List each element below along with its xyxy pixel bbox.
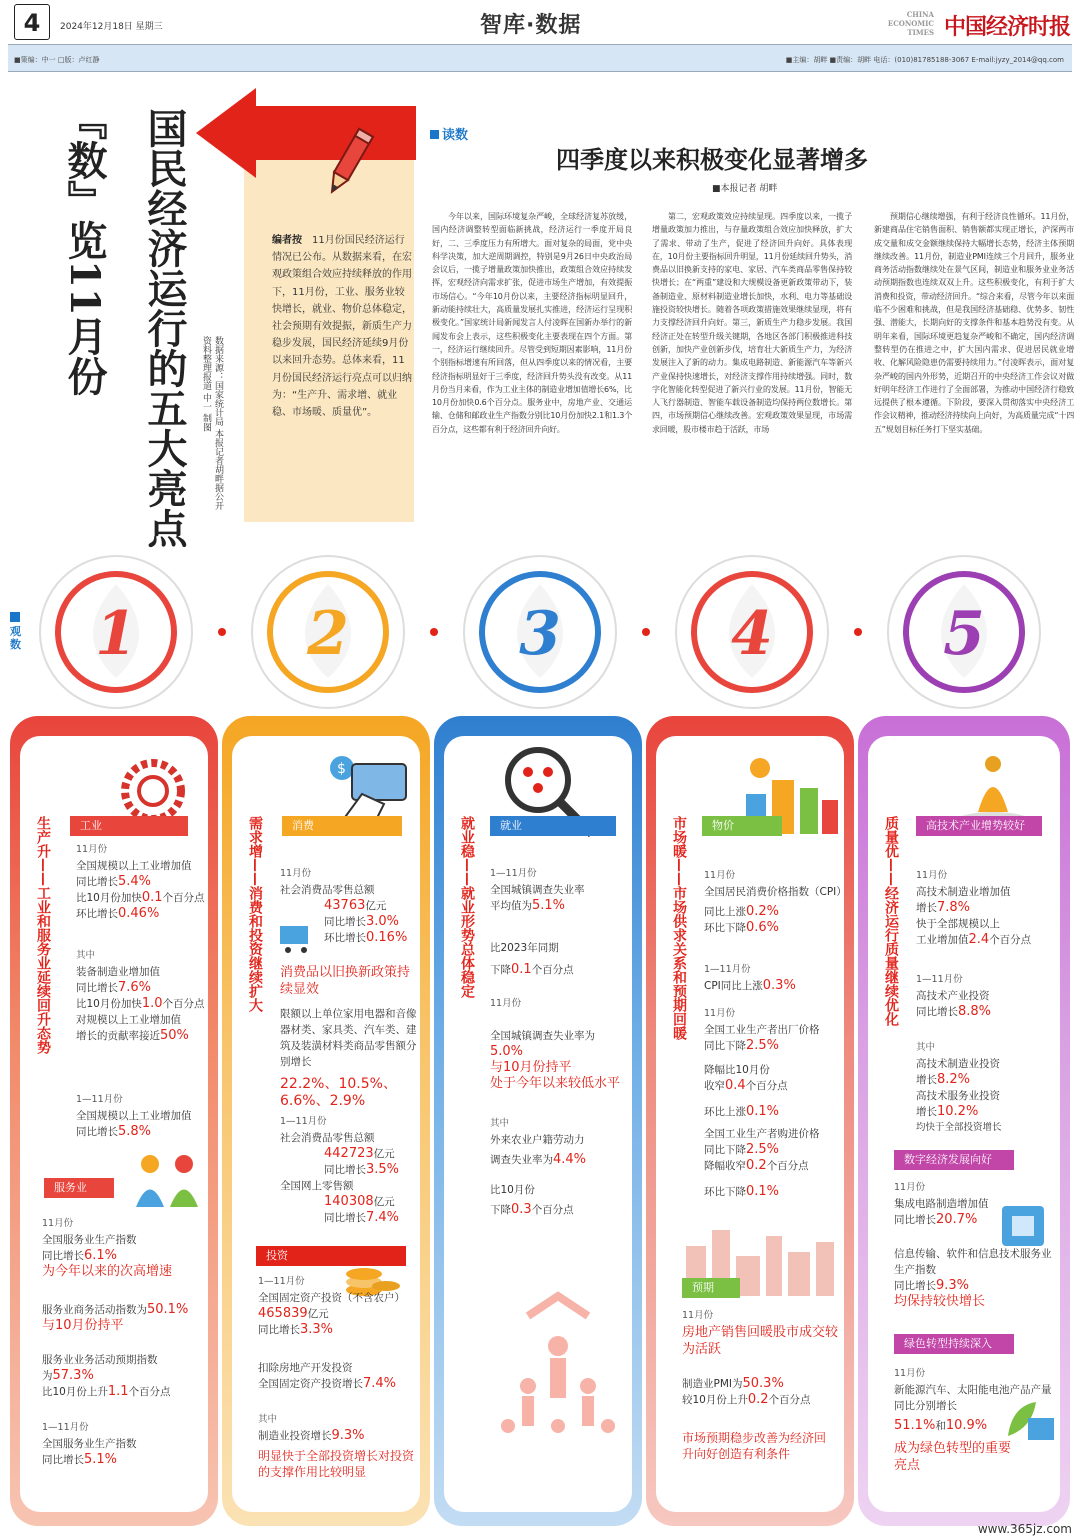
metric-value: 0.3% (762, 978, 796, 993)
highlight-text: 成为绿色转型的重要亮点 (894, 1441, 1012, 1473)
metric-text: 同比增长 (76, 1126, 118, 1138)
metric-value: 6.1% (84, 1248, 118, 1263)
metric-value: 57.3% (52, 1368, 94, 1383)
sub-heading: 其中 (490, 1118, 510, 1129)
metric-text: 环比增长 (76, 908, 118, 920)
connector-dot (218, 628, 226, 636)
metric-unit: 亿元 (373, 1148, 395, 1160)
metric-text: 服务业商务活动指数为 (42, 1304, 147, 1316)
metric-value: 7.8% (937, 900, 971, 915)
metric-value: 50.1% (147, 1302, 189, 1317)
circle-badge-5 (888, 556, 1040, 708)
metric-label: 快于全部规模以上 (916, 918, 1000, 930)
metric-text: 较10月份上升 (682, 1394, 748, 1406)
metric-text: 制造业PMI为 (682, 1378, 743, 1390)
panel-production (10, 716, 218, 1526)
metric-value: 5.4% (118, 874, 152, 889)
metric-label: 比10月份 (490, 1184, 535, 1196)
article-title: 四季度以来积极变化显著增多 (556, 145, 868, 174)
metric-text: 同比增长 (42, 1454, 84, 1466)
metric-label: 信息传输、软件和信息技术服务业生产指数 (894, 1248, 1052, 1276)
sub-heading: 其中 (258, 1414, 278, 1425)
metric-text: 收窄 (704, 1080, 725, 1092)
period: 1—11月份 (42, 1422, 89, 1433)
metric-text: 平均值为 (490, 900, 532, 912)
metric-value: 0.6% (746, 920, 780, 935)
metric-label: 降幅比10月份 (704, 1064, 770, 1076)
metric-label: 全国网上零售额 (280, 1180, 354, 1192)
panel-3-section-employment: 就业 (490, 816, 616, 836)
metric-text: 和 (935, 1420, 946, 1432)
article-column-1: 今年以来，国际环境复杂严峻，全球经济复苏放缓，国内经济调整转型面临新挑战，经济运行一季度开局良好，二、三季度压力有所增大。面对复杂的局面，党中央科学决策，加大逆周期调控，特别是9月26日中央政治局会议后，一揽子增量政策加快推出，政策组合效应持续发挥，宏观经济向需求扩张，促进市场生产增加，有效提振市场信心。“今年10月份以来，主要经济指标明显回升，新动能持续壮大，高质量发展扎实推进，经济运行呈现积极变化。”国家统计局新闻发言人付凌晖在国新办举行的新闻发布会上表示，这些积极变化主要表现在四个方面。第一，经济运行继续回升。尽管受到短期因素影响，11月份个别指标增速有所回落，但从四季度以来的情况看，主要经济指标明显好于三季度，经济回升势头没有改变。从11月份当月来看，作为工业主体的制造业增加值增长6%，比10月份加快0.6个百分点。服务业中，房地产业、交通运输、仓储和邮政业生产指数分别比10月份加快2.1和1.3个百分点，这些都有利于经济回升向好。 (432, 212, 632, 434)
metric-value: 0.1 (511, 962, 532, 977)
article-tag (430, 124, 468, 143)
period: 1—11月份 (258, 1276, 305, 1287)
metric-value: 0.1% (746, 1184, 780, 1199)
newspaper-english-name: CHINA ECONOMIC TIMES (887, 10, 934, 37)
metric-unit: 个百分点 (745, 1080, 788, 1092)
article-column-3: 预期信心继续增强，有利于经济良性循环。11月份，新建商品住宅销售面积、销售额都实现正增长，沪深两市成交量和成交金额继续保持大幅增长态势，经济主体预期继续改善。11月份，制造业PMI连续三个月回升，服务业商务活动指数继续处在景气区间，制造业和服务业业务活动预期指数也连续双双上升。这些积极变化，有利于扩大消费和投资，带动经济回升。“综合来看，尽管今年以来面临不少困难和挑战，但是我国经济基础稳、优势多、韧性强、潜能大，长期向好的支撑条件和基本趋势没有变。从明年来看，国际环境更趋复杂严峻和不确定，国内经济调整转型仍在推进之中，扩大国内需求、促进居民就业增收、化解风险隐患仍需要持续用力。”付凌晖表示，面对复杂严峻的国内外形势，近期召开的中央经济工作会议对做好明年经济工作进行了全面部署，为推动中国经济行稳致远提供了根本遵循。下阶段，要深入贯彻落实中央经济工作会议精神，推动经济持续向上向好，为高质量完成“十四五”规划目标任务打下坚实基础。 (874, 212, 1074, 434)
period: 1—11月份 (916, 974, 963, 985)
metric-label: 全国规模以上工业增加值 (76, 1110, 192, 1122)
metric-text: 同比增长 (76, 876, 118, 888)
contact-info: ■主编：胡畔 ■责编：胡畔 电话：(010)81785188-3067 E-mail:jyzy_2014@qq.com (785, 56, 1064, 64)
metric-label: 全国城镇调查失业率 (490, 884, 585, 896)
metric-value: 0.2% (746, 904, 780, 919)
metric-label: 全国固定资产投资（不含农户） (258, 1292, 405, 1304)
highlight-text: 处于今年以来较低水平 (490, 1076, 621, 1091)
metric-text: 工业增加值 (916, 934, 969, 946)
metric-value: 5.0% (490, 1044, 524, 1059)
metric-value: 0.4 (725, 1078, 746, 1093)
article-column-2: 第二，宏观政策效应持续显现。四季度以来，一揽子增量政策加力推出，与存量政策组合效应加快释放，扩大了需求、带动了生产，促进了经济回升向好。具体表现在，10月份主要指标回升明显，11月份延续回升势头，消费品以旧换新支持的家电、家居、汽车类商品零售保持较快增长；在“两重”建设和大规模设备更新政策带动下，装备制造业、原材料制造业增长加快，水利、电力等基础设施投资较快增长。随着各项政策措施效果继续显现，将有力支撑经济回升向好。第三，新质生产力稳步发展。我国经济正处在转型升级关键期，各地区各部门积极推进科技创新，加快产业创新步伐，培育壮大新质生产力，为经济发展注入了新的动力。集成电路制造、新能源汽车等新兴产业保持快速增长，对经济支撑作用持续增强。同时，数字化智能化转型促进了新兴行业的发展。11月份，智能无人飞行器制造、智能车载设备制造均保持两位数增长。第四，市场预期信心继续改善。宏观政策效果显现，市场需求回暖，股市楼市趋于活跃，市场 (652, 212, 852, 434)
metric-text: 增长 (916, 902, 937, 914)
metric-text: 调查失业率为 (490, 1154, 553, 1166)
editor-note-body: 11月份国民经济运行情况已公布。从数据来看，在宏观政策组合效应持续释放的作用下，11月份，工业、服务业较快增长，就业、物价总体稳定，社会预期有效提振，新质生产力稳步发展，国民经济延续9月份以来回升态势。总体来看，11月份国民经济运行亮点可以归纳为：“生产升、需求增、就业稳、市场暖、质量优”。 (272, 235, 412, 419)
period: 11月份 (894, 1182, 926, 1193)
newspaper-logo: 中国经济时报 (944, 14, 1071, 40)
metric-label: 新能源汽车、太阳能电池产品产量同比分别增长 (894, 1384, 1052, 1412)
metric-value: 0.16% (366, 930, 408, 945)
editor-note (272, 232, 412, 421)
shopping-icon (278, 922, 318, 954)
metric-label: 全国工业生产者购进价格 (704, 1128, 820, 1140)
metric-text: 同比增长 (894, 1214, 936, 1226)
highlight-values: 22.2%、10.5%、6.6%、2.9% (280, 1076, 397, 1109)
period: 11月份 (490, 998, 522, 1009)
metric-label: 全国服务业生产指数 (42, 1234, 137, 1246)
section-title: 智库·数据 (480, 13, 582, 38)
metric-text: 制造业投资增长 (258, 1430, 332, 1442)
sub-heading: 其中 (76, 950, 96, 961)
panel-1-title: 生产升——工业和服务业延续回升态势 (35, 816, 51, 1054)
metric-label: 装备制造业增加值 (76, 966, 160, 978)
metric-value: 50% (160, 1028, 189, 1043)
metric-text: 同比上涨 (704, 906, 746, 918)
metric-text: 对规模以上工业增加值 (76, 1014, 181, 1026)
panel-market (646, 716, 854, 1526)
red-arrow-banner-icon (196, 88, 416, 178)
metric-text: 同比下降 (704, 1144, 746, 1156)
metric-value: 7.4% (363, 1376, 397, 1391)
metric-unit: 个百分点 (162, 892, 205, 904)
leaf-book-icon (1002, 1396, 1058, 1446)
panel-4-section-prices: 物价 (702, 816, 782, 836)
metric-value: 10.2% (937, 1104, 979, 1119)
metric-value: 9.3% (936, 1278, 970, 1293)
panel-2-section-investment: 投资 (256, 1246, 406, 1266)
period: 11月份 (42, 1218, 74, 1229)
circle-number: 1 (95, 599, 137, 669)
metric-value: 0.3 (511, 1202, 532, 1217)
period: 11月份 (894, 1368, 926, 1379)
metric-label: 全国规模以上工业增加值 (76, 860, 192, 872)
metric-unit: 个百分点 (531, 964, 574, 976)
circle-badge-2 (252, 556, 438, 708)
editor-credits: ■策编：中一 □版：卢红静 (14, 56, 100, 64)
metric-value: 1.0 (141, 996, 163, 1011)
highlight-text: 市场预期稳步改善为经济回升向好创造有利条件 (682, 1431, 827, 1461)
metric-label: 全国服务业生产指数 (42, 1438, 137, 1450)
metric-text: 同比下降 (704, 1040, 746, 1052)
metric-value: 7.6% (118, 980, 152, 995)
metric-unit: 个百分点 (768, 1394, 811, 1406)
metric-label: 比2023年同期 (490, 942, 559, 954)
metric-value: 465839 (258, 1306, 308, 1321)
metric-value: 3.0% (366, 914, 400, 929)
panel-4-title: 市场暖——市场供求关系和预期回暖 (671, 816, 687, 1040)
metric-unit: 亿元 (307, 1308, 329, 1320)
metric-unit: 个百分点 (531, 1204, 574, 1216)
metric-text: 环比上涨 (704, 1106, 746, 1118)
panel-5-title: 质量优——经济运行质量继续优化 (883, 816, 899, 1026)
period: 11月份 (76, 844, 108, 855)
highlight-text: 为今年以来的次高增速 (42, 1264, 173, 1279)
editor-note-lead: 编者按 (272, 235, 302, 246)
highlight-text: 均保持较快增长 (894, 1294, 986, 1309)
metric-value: 4.4% (553, 1152, 587, 1167)
panel-5-section-digital: 数字经济发展向好 (894, 1150, 1014, 1170)
metric-unit: 个百分点 (766, 1160, 809, 1172)
page-title: 国民经济运行的五大亮点 (141, 108, 188, 548)
metric-value: 10.9% (945, 1418, 988, 1433)
circle-number: 2 (307, 599, 349, 669)
data-source: 数据来源：国家统计局 本报记者胡畔据公开资料整理报道 中一 制图 (201, 336, 223, 510)
panel-1-section-industry: 工业 (70, 816, 188, 836)
metric-label: 高技术制造业增加值 (916, 886, 1011, 898)
metric-unit: 个百分点 (128, 1386, 171, 1398)
metric-value: 5.8% (118, 1124, 152, 1139)
panel-4-section-expectation: 预期 (682, 1278, 740, 1298)
period: 1—11月份 (280, 1116, 327, 1127)
metric-text: 比10月份上升 (42, 1386, 108, 1398)
highlight-text: 与10月份持平 (42, 1318, 124, 1333)
metric-unit: 亿元 (365, 900, 387, 912)
metric-text: 全国固定资产投资增长 (258, 1378, 363, 1390)
panel-2-title: 需求增——消费和投资继续扩大 (247, 816, 263, 1012)
metric-text: 同比增长 (324, 1212, 366, 1224)
circle-number: 4 (731, 599, 773, 669)
watermark-url: www.365jz.com (977, 1522, 1072, 1536)
highlight-text: 与10月份持平 (490, 1060, 572, 1075)
period: 1—11月份 (76, 1094, 123, 1105)
metric-text: 同比增长 (324, 916, 366, 928)
metric-text: 同比增长 (916, 1006, 958, 1018)
observe-tag-label: 观数 (10, 625, 21, 651)
metric-value: 20.7% (936, 1212, 978, 1227)
metric-value: 3.5% (366, 1162, 400, 1177)
header-info-bar (8, 44, 1072, 72)
metric-text: 同比增长 (324, 1164, 366, 1176)
circle-badge-4 (676, 556, 862, 708)
period: 1—11月份 (490, 868, 537, 879)
metric-label: 全国居民消费价格指数（CPI） (704, 886, 847, 898)
circle-number: 3 (519, 599, 561, 669)
metric-value: 43763 (324, 898, 366, 913)
page-subtitle: 『数』览11月份 (61, 100, 108, 396)
article-tag-label: 读数 (442, 128, 469, 143)
metric-text: 同比增长 (894, 1280, 936, 1292)
panel-employment (434, 716, 642, 1526)
metric-label: 全国工业生产者出厂价格 (704, 1024, 820, 1036)
metric-text: 环比下降 (704, 1186, 746, 1198)
metric-text: 为 (42, 1370, 53, 1382)
metric-text: 比10月份加快 (76, 998, 142, 1010)
metric-value: 2.5% (746, 1038, 780, 1053)
metric-label: 高技术制造业投资 (916, 1058, 1000, 1070)
panel-demand (222, 716, 430, 1526)
issue-date: 2024年12月18日 星期三 (60, 22, 163, 32)
metric-value: 442723 (324, 1146, 374, 1161)
metric-value: 2.5% (746, 1142, 780, 1157)
metric-text: 环比增长 (324, 932, 366, 944)
metric-text: 比10月份加快 (76, 892, 142, 904)
highlight-text: 消费品以旧换新政策持续显效 (280, 965, 411, 997)
metric-value: 7.4% (366, 1210, 400, 1225)
metric-label: 均快于全部投资增长 (916, 1122, 1002, 1133)
metric-text: 增长 (916, 1074, 937, 1086)
period: 11月份 (280, 868, 312, 879)
connector-dot (854, 628, 862, 636)
sub-heading: 其中 (916, 1042, 936, 1053)
metric-text: CPI同比上涨 (704, 980, 763, 992)
people-icon (128, 1152, 208, 1212)
circle-number: 5 (943, 599, 985, 669)
observe-tag (10, 612, 26, 651)
connector-dot (430, 628, 438, 636)
metric-label: 集成电路制造增加值 (894, 1198, 989, 1210)
metric-text: 环比下降 (704, 922, 746, 934)
panel-5-section-hightech: 高技术产业增势较好 (916, 816, 1042, 836)
metric-label: 扣除房地产开发投资 (258, 1362, 353, 1374)
metric-value: 0.1 (141, 890, 163, 905)
metric-text: 增长的贡献率接近 (76, 1030, 160, 1042)
period: 11月份 (704, 1008, 736, 1019)
pencil-icon (320, 124, 376, 204)
metric-value: 9.3% (331, 1428, 365, 1443)
metric-label: 社会消费品零售总额 (280, 1132, 375, 1144)
period: 11月份 (916, 870, 948, 881)
metric-value: 51.1% (894, 1418, 936, 1433)
panel-2-section-consumption: 消费 (282, 816, 402, 836)
metric-text: 同比增长 (42, 1250, 84, 1262)
metric-value: 5.1% (532, 898, 566, 913)
metric-label: 外来农业户籍劳动力 (490, 1134, 585, 1146)
metric-value: 50.3% (742, 1376, 784, 1391)
article-byline: ■本报记者 胡畔 (712, 184, 778, 194)
metric-value: 0.46% (118, 906, 160, 921)
metric-label: 社会消费品零售总额 (280, 884, 375, 896)
metric-value: 5.1% (84, 1452, 118, 1467)
metric-label: 高技术服务业投资 (916, 1090, 1000, 1102)
circle-badge-1 (40, 556, 226, 708)
metric-value: 3.3% (300, 1322, 334, 1337)
numbered-circles (30, 548, 1070, 718)
metric-label: 高技术产业投资 (916, 990, 990, 1002)
panel-quality (858, 716, 1070, 1526)
metric-value: 1.1 (107, 1384, 129, 1399)
period: 1—11月份 (704, 964, 751, 975)
metric-text: 降幅收窄 (704, 1160, 746, 1172)
panel-3-title: 就业稳——就业形势总体稳定 (459, 816, 475, 998)
metric-text: 下降 (490, 1204, 511, 1216)
metric-text: 下降 (490, 964, 511, 976)
metric-value: 140308 (324, 1194, 374, 1209)
metric-value: 0.1% (746, 1104, 780, 1119)
metric-label: 服务业业务活动预期指数 (42, 1354, 158, 1366)
people-crowd-icon (488, 1276, 628, 1476)
metric-text: 限额以上单位家用电器和音像器材类、家具类、汽车类、建筑及装潢材料类商品零售额分别增长 (280, 1008, 417, 1068)
metric-unit: 亿元 (373, 1196, 395, 1208)
panel-5-section-green: 绿色转型持续深入 (894, 1334, 1014, 1354)
metric-text: 同比增长 (258, 1324, 300, 1336)
metric-value: 2.4 (968, 932, 990, 947)
metric-value: 0.2 (746, 1158, 767, 1173)
panel-1-section-service: 服务业 (44, 1178, 114, 1198)
metric-text: 同比增长 (76, 982, 118, 994)
metric-unit: 个百分点 (989, 934, 1032, 946)
highlight-text: 明显快于全部投资增长对投资的支撑作用比较明显 (258, 1449, 415, 1479)
svg-text:$: $ (337, 761, 346, 777)
highlight-text: 房地产销售回暖股市成交较为活跃 (682, 1325, 839, 1357)
period: 11月份 (682, 1310, 714, 1321)
metric-value: 0.2 (747, 1392, 769, 1407)
connector-dot (642, 628, 650, 636)
circle-badge-3 (464, 556, 650, 708)
page-number: 4 (14, 4, 50, 40)
period: 11月份 (704, 870, 736, 881)
metric-label: 全国城镇调查失业率为 (490, 1030, 595, 1042)
metric-value: 8.2% (937, 1072, 971, 1087)
metric-text: 增长 (916, 1106, 937, 1118)
metric-value: 8.8% (958, 1004, 992, 1019)
metric-unit: 个百分点 (162, 998, 205, 1010)
